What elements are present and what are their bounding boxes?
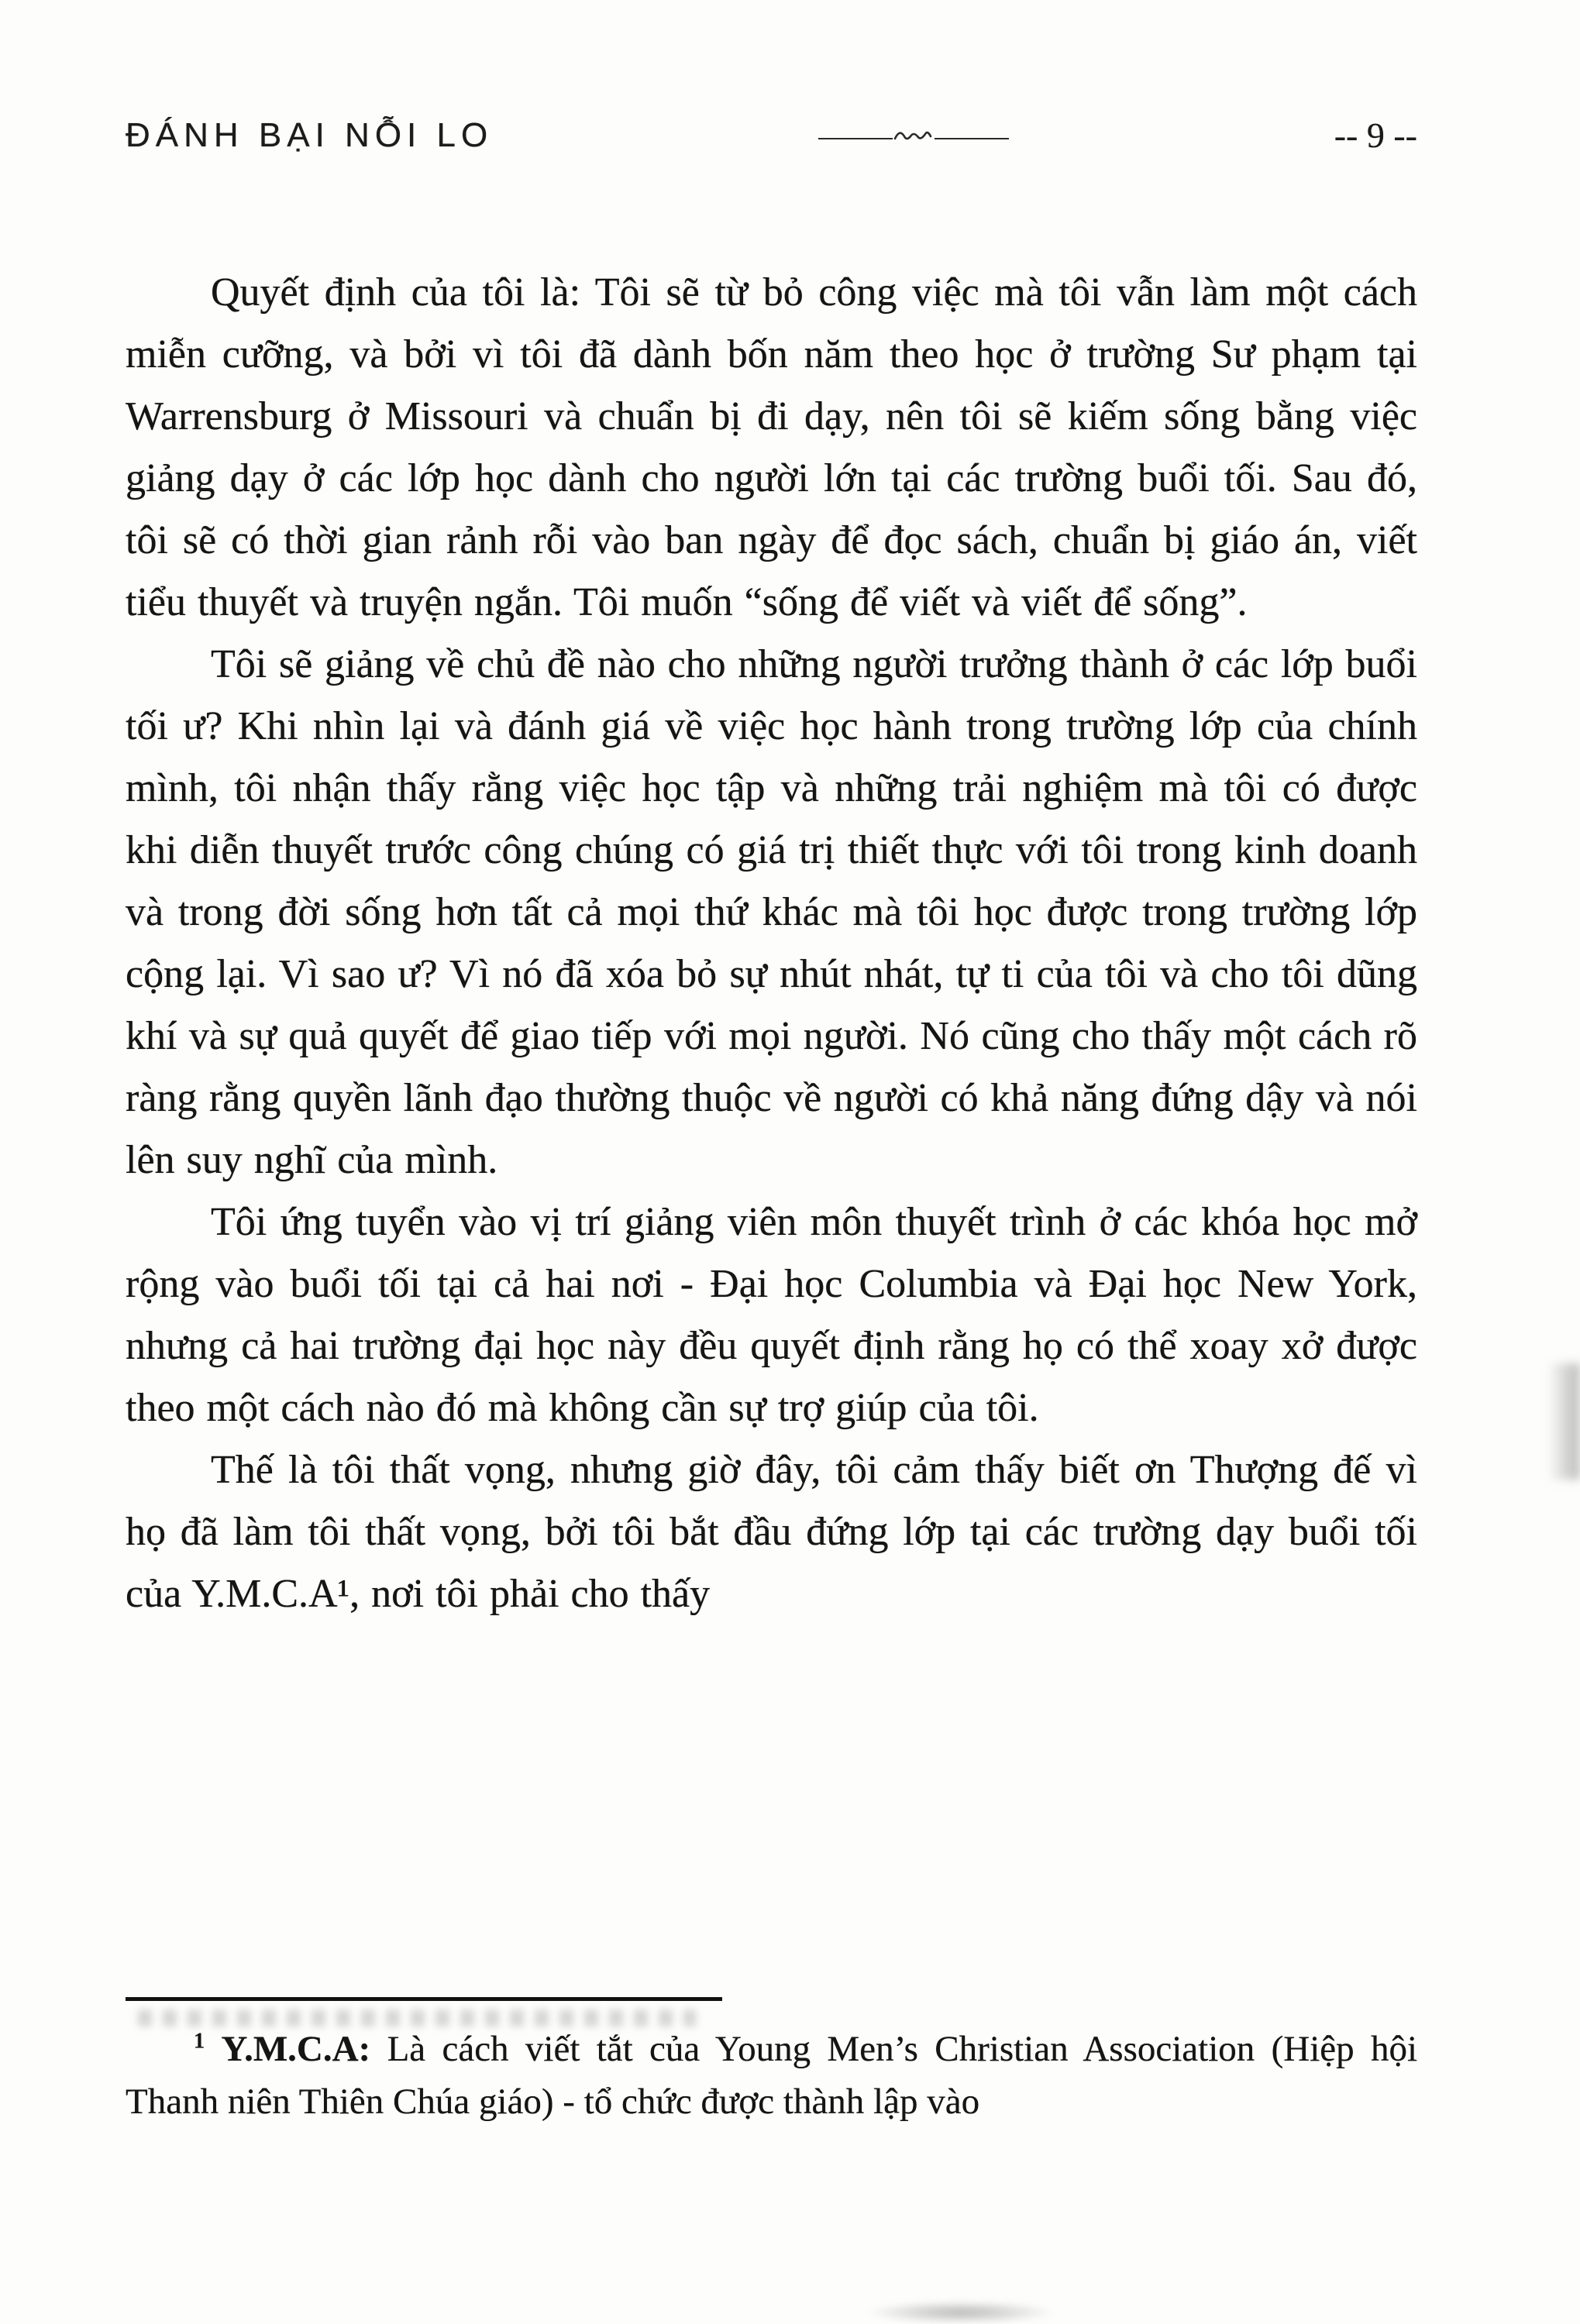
paragraph: Tôi sẽ giảng về chủ đề nào cho những người trưởng thành ở các lớp buổi tối ư? Khi nhìn lại và đánh giá về việc học hành trong trường lớp của chính mình, tôi nhận thấy rằng việc học tập và những trải nghiệm mà tôi có được khi diễn thuyết trước công chúng có giá trị thiết thực với tôi trong kinh doanh và trong đời sống hơn tất cả mọi thứ khác mà tôi học được trong trường lớp cộng lại. Vì sao ư? Vì nó đã xóa bỏ sự nhút nhát, tự ti của tôi và cho tôi dũng khí và sự quả quyết để giao tiếp với mọi người. Nó cũng cho thấy một cách rõ ràng rằng quyền lãnh đạo thường thuộc về người có khả năng đứng dậy và nói lên suy nghĩ của mình.: [126, 642, 1417, 1182]
running-title: ĐÁNH BẠI NỖI LO: [126, 115, 494, 154]
footnote-marker: 1: [194, 2029, 205, 2054]
header-divider: [493, 125, 1334, 146]
body-text: [126, 262, 1417, 1625]
footnote-text: Là cách viết tắt của Young Men’s Christian Association (Hiệp hội Thanh niên Thiên Chúa giáo) - tổ chức được thành lập vào: [126, 2029, 1418, 2122]
page-number: -- 9 --: [1334, 115, 1417, 155]
scan-artifact-bottom-smudge: [868, 2301, 1054, 2324]
footnote-term: Y.M.C.A:: [221, 2029, 371, 2069]
paragraph: Thế là tôi thất vọng, nhưng giờ đây, tôi cảm thấy biết ơn Thượng đế vì họ đã làm tôi thất vọng, bởi tôi bắt đầu đứng lớp tại các trường dạy buổi tối của Y.M.C.A¹, nơi tôi phải cho thấy: [126, 1448, 1417, 1616]
scan-artifact-right-edge: [1547, 1363, 1580, 1480]
page-header: [126, 115, 1417, 156]
divider-ornament-icon: [817, 125, 1010, 146]
footnote-rule: [126, 1997, 722, 2001]
scan-artifact-ghost-text: [138, 2009, 696, 2027]
footnote: [126, 2023, 1417, 2128]
paragraph: Quyết định của tôi là: Tôi sẽ từ bỏ công việc mà tôi vẫn làm một cách miễn cưỡng, và bởi vì tôi đã dành bốn năm theo học ở trường Sư phạm tại Warrensburg ở Missouri và chuẩn bị đi dạy, nên tôi sẽ kiếm sống bằng việc giảng dạy ở các lớp học dành cho người lớn tại các trường buổi tối. Sau đó, tôi sẽ có thời gian rảnh rỗi vào ban ngày để đọc sách, chuẩn bị giáo án, viết tiểu thuyết và truyện ngắn. Tôi muốn “sống để viết và viết để sống”.: [126, 270, 1417, 624]
paragraph: Tôi ứng tuyển vào vị trí giảng viên môn thuyết trình ở các khóa học mở rộng vào buổi tối tại cả hai nơi - Đại học Columbia và Đại học New York, nhưng cả hai trường đại học này đều quyết định rằng họ có thể xoay xở được theo một cách nào đó mà không cần sự trợ giúp của tôi.: [126, 1200, 1417, 1430]
